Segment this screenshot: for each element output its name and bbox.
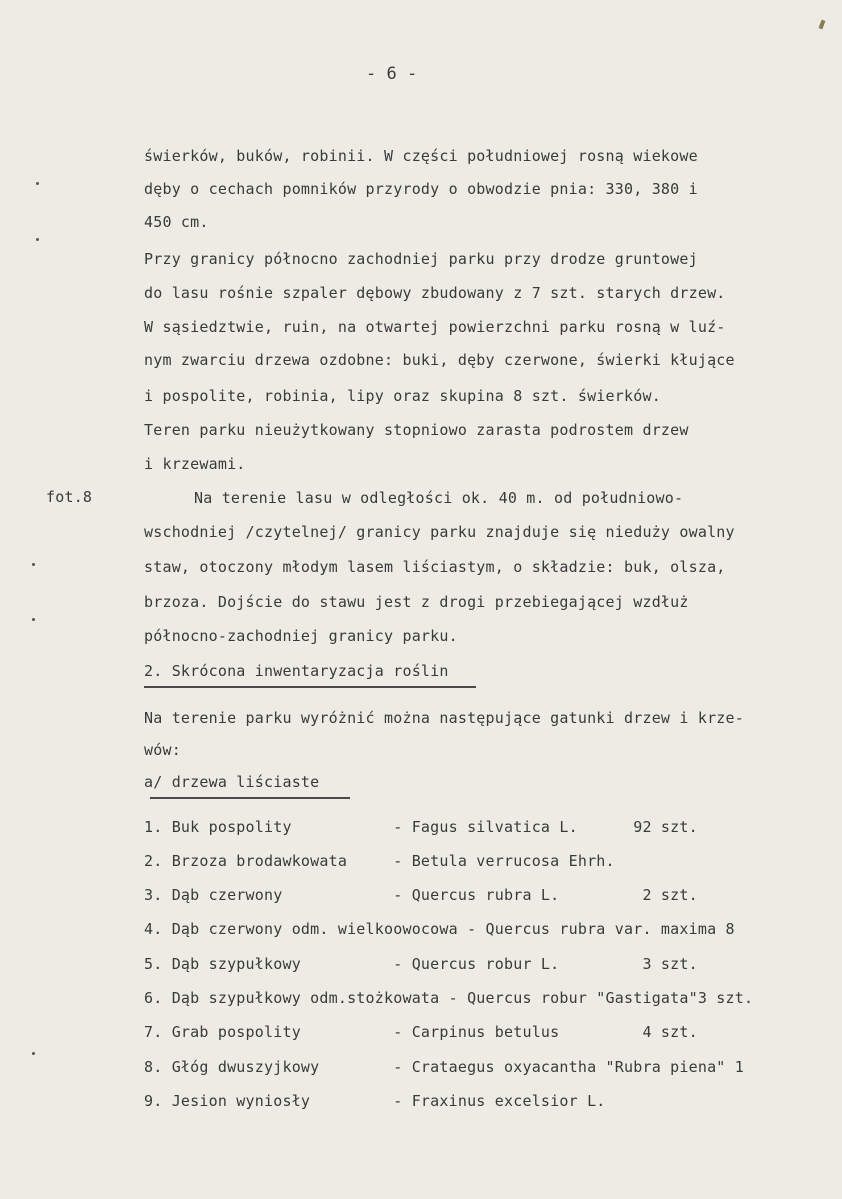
punch-dot: [32, 618, 35, 621]
body-line: brzoza. Dojście do stawu jest z drogi przebiegającej wzdłuż: [144, 593, 689, 611]
body-line: wschodniej /czytelnej/ granicy parku znajduje się nieduży owalny: [144, 523, 735, 541]
margin-note-photo-ref: fot.8: [46, 488, 93, 506]
body-line: nym zwarciu drzewa ozdobne: buki, dęby czerwone, świerki kłujące: [144, 351, 735, 369]
species-row: 7. Grab pospolity - Carpinus betulus 4 szt.: [144, 1023, 698, 1041]
page-number: - 6 -: [366, 64, 418, 84]
species-row: 1. Buk pospolity - Fagus silvatica L. 92 szt.: [144, 818, 698, 836]
section-heading: 2. Skrócona inwentaryzacja roślin: [144, 662, 449, 680]
intro-line: wów:: [144, 741, 181, 759]
species-row: 2. Brzoza brodawkowata - Betula verrucosa Ehrh.: [144, 852, 615, 870]
species-row: 4. Dąb czerwony odm. wielkoowocowa - Quercus rubra var. maxima 8: [144, 920, 735, 938]
subheading: a/ drzewa liściaste: [144, 773, 320, 791]
body-line: i krzewami.: [144, 455, 246, 473]
body-line: Teren parku nieużytkowany stopniowo zarasta podrostem drzew: [144, 421, 689, 439]
punch-dot: [32, 1052, 35, 1055]
body-line: staw, otoczony młodym lasem liściastym, o składzie: buk, olsza,: [144, 558, 726, 576]
species-row: 3. Dąb czerwony - Quercus rubra L. 2 szt.: [144, 886, 698, 904]
species-row: 9. Jesion wyniosły - Fraxinus excelsior L.: [144, 1092, 606, 1110]
species-row: 6. Dąb szypułkowy odm.stożkowata - Quercus robur "Gastigata"3 szt.: [144, 989, 754, 1007]
section-heading-underline: [144, 686, 476, 688]
body-line: świerków, buków, robinii. W części południowej rosną wiekowe: [144, 147, 698, 165]
body-line: W sąsiedztwie, ruin, na otwartej powierzchni parku rosną w luź-: [144, 318, 726, 336]
subheading-underline: [150, 797, 350, 799]
punch-dot: [36, 238, 39, 241]
intro-line: Na terenie parku wyróżnić można następujące gatunki drzew i krze-: [144, 709, 744, 727]
body-line: i pospolite, robinia, lipy oraz skupina 8 szt. świerków.: [144, 387, 661, 405]
species-row: 5. Dąb szypułkowy - Quercus robur L. 3 szt.: [144, 955, 698, 973]
body-line: północno-zachodniej granicy parku.: [144, 627, 458, 645]
body-line: 450 cm.: [144, 213, 209, 231]
body-line: Przy granicy północno zachodniej parku przy drodze gruntowej: [144, 250, 698, 268]
species-row: 8. Głóg dwuszyjkowy - Crataegus oxyacantha "Rubra piena" 1: [144, 1058, 744, 1076]
body-line: dęby o cechach pomników przyrody o obwodzie pnia: 330, 380 i: [144, 180, 698, 198]
ink-mark: [819, 20, 826, 30]
body-line: do lasu rośnie szpaler dębowy zbudowany z 7 szt. starych drzew.: [144, 284, 726, 302]
punch-dot: [36, 182, 39, 185]
punch-dot: [32, 563, 35, 566]
body-line: Na terenie lasu w odległości ok. 40 m. od południowo-: [194, 489, 684, 507]
